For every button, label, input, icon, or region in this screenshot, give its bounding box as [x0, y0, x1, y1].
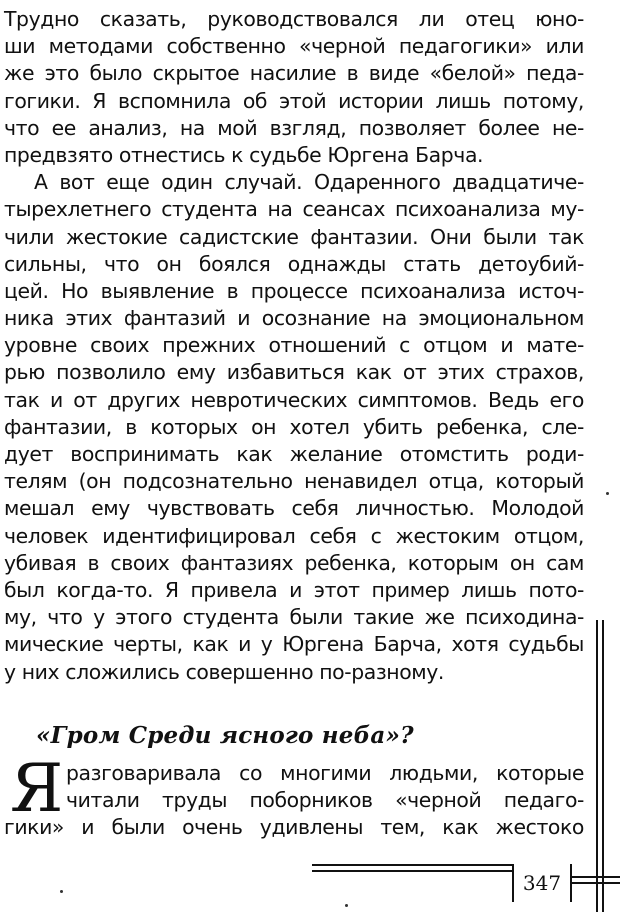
text-line: гики» и были очень удивлены тем, как жестоко	[4, 815, 584, 840]
text-line: же это было скрытое насилие в виде «белой» педа-	[4, 61, 584, 86]
scan-speck	[345, 904, 348, 907]
text-line: Трудно сказать, руководствовался ли отец юно-	[4, 7, 584, 31]
scan-speck	[60, 890, 63, 893]
text-line: цей. Но выявление в процессе психоанализа источ-	[4, 278, 584, 303]
text-line: убивая в своих фантазиях ребенка, которым он сам	[4, 550, 584, 575]
page-number: 347	[512, 864, 572, 902]
text-line: разговаривала со многими людьми, которые	[66, 761, 584, 785]
footer-rule	[312, 870, 512, 872]
section-heading: «Гром Среди ясного неба»?	[36, 722, 414, 749]
text-line: человек идентифицировал себя с жестоким отцом,	[4, 523, 584, 548]
text-line: дует воспринимать как желание отомстить роди-	[4, 442, 584, 466]
scan-speck	[606, 492, 609, 495]
text-line: уровне своих прежних отношений с отцом и мате-	[4, 333, 584, 358]
text-line: рью позволило ему избавиться как от этих страхов,	[4, 360, 584, 385]
footer-rule	[570, 876, 620, 878]
drop-cap: Я	[10, 750, 64, 827]
text-line: предвзято отнестись к судьбе Юргена Барча.	[4, 142, 484, 167]
footer-rule	[570, 882, 620, 884]
text-line: гогики. Я вспомнила об этой истории лишь потому,	[4, 88, 584, 113]
text-line: ника этих фантазий и осознание на эмоциональном	[4, 306, 584, 331]
text-line: так и от других невротических симптомов. Ведь его	[4, 387, 584, 412]
text-line: А вот еще один случай. Одаренного двадцатиче-	[34, 170, 584, 195]
footer-rule	[312, 864, 512, 866]
text-line: сильны, что он боялся однажды стать детоубий-	[4, 251, 584, 276]
text-line: телям (он подсознательно ненавидел отца, который	[4, 469, 584, 494]
text-line: ши методами собственно «черной педагогики» или	[4, 34, 584, 59]
body-text-bottom	[4, 760, 584, 842]
text-line: мические черты, как и у Юргена Барча, хотя судьбы	[4, 632, 584, 657]
text-line: был когда-то. Я привела и этот пример лишь пото-	[4, 577, 584, 602]
right-margin-rule	[596, 620, 598, 912]
text-line: чили жестокие садистские фантазии. Они были так	[4, 224, 584, 249]
text-line: тырехлетнего студента на сеансах психоанализа му-	[4, 197, 584, 222]
right-margin-rule	[602, 620, 604, 912]
text-line: у них сложились совершенно по-разному.	[4, 659, 445, 684]
text-line: что ее анализ, на мой взгляд, позволяет более не-	[4, 115, 584, 140]
text-line: читали труды поборников «черной педаго-	[66, 788, 584, 813]
text-line: му, что у этого студента были такие же психодина-	[4, 605, 584, 630]
text-line: фантазии, в которых он хотел убить ребенка, сле-	[4, 414, 584, 439]
text-line: мешал ему чувствовать себя личностью. Молодой	[4, 496, 584, 521]
body-text-top	[4, 6, 584, 686]
